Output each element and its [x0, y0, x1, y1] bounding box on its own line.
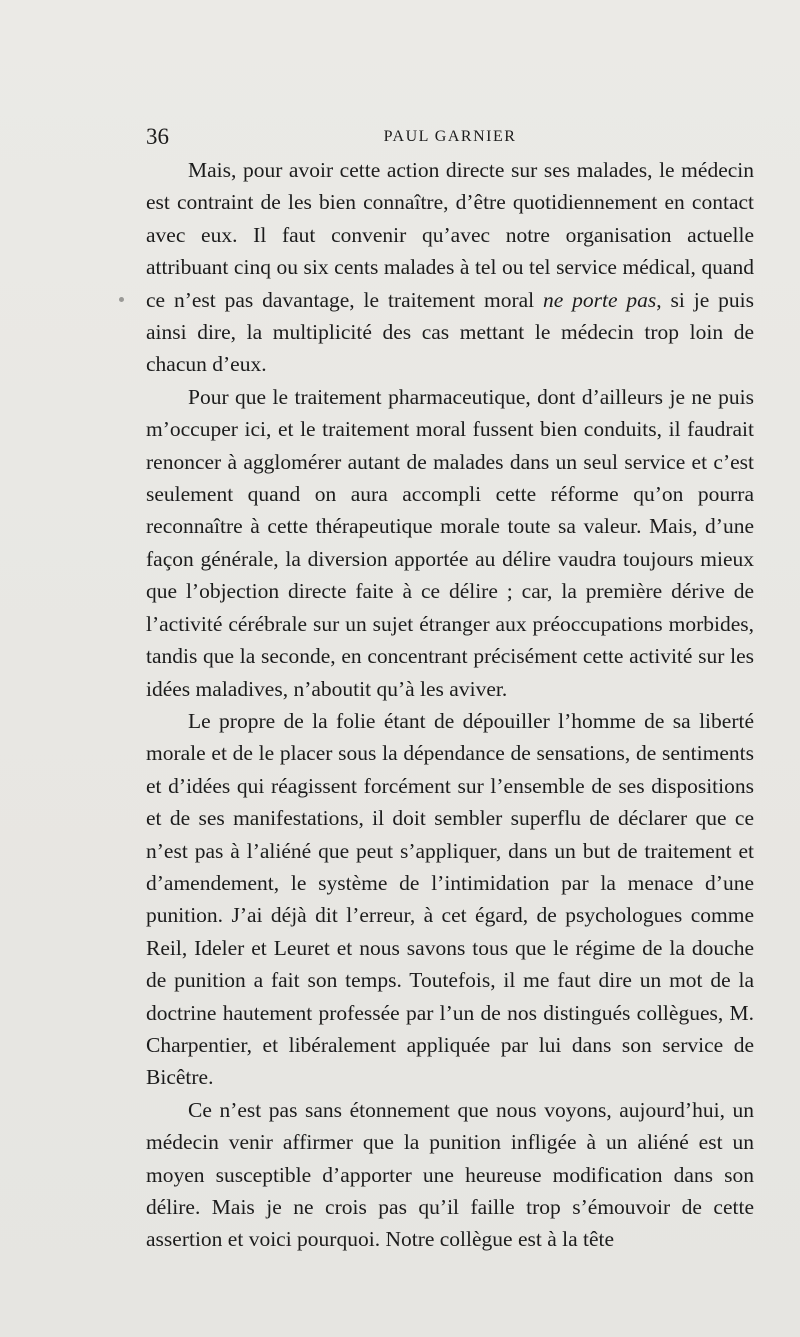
page-number: 36 — [146, 124, 169, 149]
body-text — [146, 154, 754, 1256]
running-head — [146, 124, 754, 150]
paragraph-1-after: , si je puis ainsi dire, la multiplicité des cas mettant le médecin trop loin de chacun d’eux. — [146, 287, 754, 377]
margin-speck — [119, 297, 124, 302]
emphasis-ne-porte-pas: ne porte pas — [543, 287, 657, 312]
paragraph-1-before: Mais, pour avoir cette action directe sur ses malades, le médecin est contraint de les bien connaître, d’être quotidiennement en contact avec eux. Il faut convenir qu’avec notre organisation actuelle attribuant cinq ou six cents malades à tel ou tel service médical, quand ce n’est pas davantage, le traitement moral — [146, 158, 754, 312]
paragraph-1 — [146, 154, 754, 381]
paragraph-4: Ce n’est pas sans étonnement que nous voyons, aujourd’hui, un médecin venir affirmer que la punition infligée à un aliéné est un moyen susceptible d’apporter une heureuse modification dans son délire. Mais je ne crois pas qu’il faille trop s’émouvoir de cette assertion et voici pourquoi. Notre collègue est à la tête — [146, 1097, 754, 1252]
paragraph-2: Pour que le traitement pharmaceutique, dont d’ailleurs je ne puis m’occuper ici, et le traitement moral fussent bien conduits, il faudrait renoncer à agglomérer autant de malades dans un seul service et c’est seulement quand on aura accompli cette réforme qu’on pourra reconnaître à cette thérapeutique morale toute sa valeur. Mais, d’une façon générale, la diversion apportée au délire vaudra toujours mieux que l’objection directe faite à ce délire ; car, la première dérive de l’activité cérébrale sur un sujet étranger aux préoccupations morbides, tandis que la seconde, en concentrant précisément cette activité sur les idées maladives, n’aboutit qu’à les aviver. — [146, 384, 754, 701]
paragraph-3: Le propre de la folie étant de dépouiller l’homme de sa liberté morale et de le placer sous la dépendance de sensations, de sentiments et d’idées qui réagissent forcément sur l’ensemble de ses dispositions et de ses manifestations, il doit sembler superflu de déclarer que ce n’est pas à l’aliéné que peut s’appliquer, dans un but de traitement et d’amendement, le système de l’intimidation par la menace d’une punition. J’ai déjà dit l’erreur, à cet égard, de psychologues comme Reil, Ideler et Leuret et nous savons tous que le régime de la douche de punition a fait son temps. Toutefois, il me faut dire un mot de la doctrine hautement professée par l’un de nos distingués collègues, M. Charpentier, et libéralement appliquée par lui dans son service de Bicêtre. — [146, 708, 754, 1090]
running-title: PAUL GARNIER — [383, 128, 517, 145]
